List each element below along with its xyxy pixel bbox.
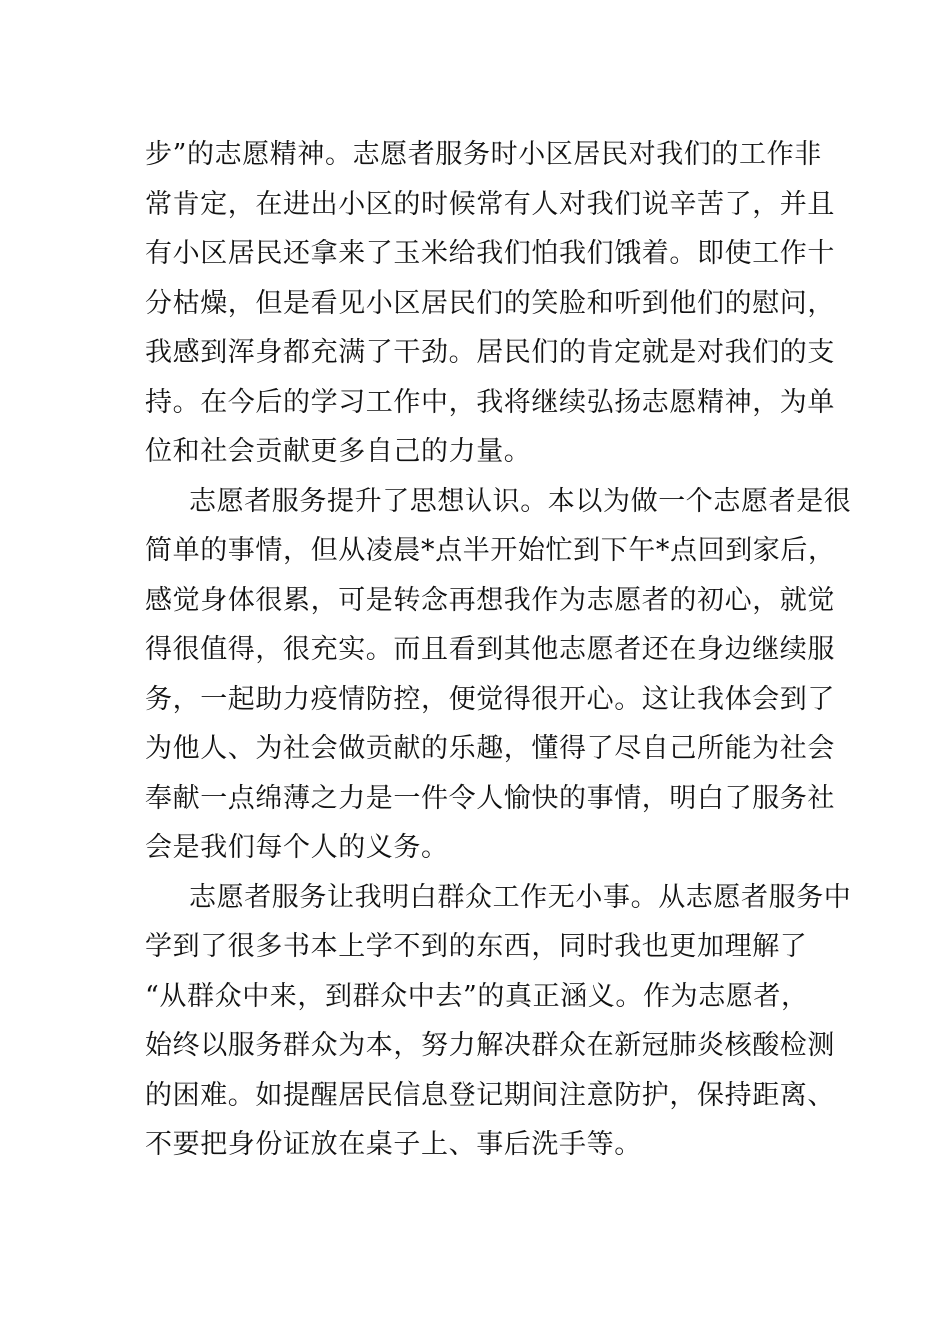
text-line: 我感到浑身都充满了干劲。居民们的肯定就是对我们的支 bbox=[145, 337, 835, 368]
paragraph-2 bbox=[145, 477, 852, 873]
text-line: 分枯燥，但是看见小区居民们的笑脸和听到他们的慰问， bbox=[145, 287, 835, 319]
text-line: 志愿者服务让我明白群众工作无小事。从志愿者服务中 bbox=[189, 881, 852, 913]
paragraph-1 bbox=[145, 130, 835, 477]
text-line: 务，一起助力疫情防控，便觉得很开心。这让我体会到了 bbox=[145, 683, 835, 715]
text-line: “从群众中来，到群众中去”的真正涵义。作为志愿者， bbox=[145, 980, 809, 1012]
text-line: 的困难。如提醒居民信息登记期间注意防护，保持距离、 bbox=[145, 1079, 835, 1111]
text-line: 位和社会贡献更多自己的力量。 bbox=[145, 436, 532, 467]
text-line: 奉献一点绵薄之力是一件令人愉快的事情，明白了服务社 bbox=[145, 782, 835, 814]
text-line: 志愿者服务提升了思想认识。本以为做一个志愿者是很 bbox=[189, 485, 852, 517]
text-line: 感觉身体很累，可是转念再想我作为志愿者的初心，就觉 bbox=[145, 584, 835, 616]
text-line: 常肯定，在进出小区的时候常有人对我们说辛苦了，并且 bbox=[145, 188, 835, 220]
text-line: 得很值得，很充实。而且看到其他志愿者还在身边继续服 bbox=[145, 634, 835, 665]
text-line: 会是我们每个人的义务。 bbox=[145, 832, 449, 863]
text-line: 有小区居民还拿来了玉米给我们怕我们饿着。即使工作十 bbox=[145, 238, 835, 269]
text-line: 学到了很多书本上学不到的东西，同时我也更加理解了 bbox=[145, 931, 808, 962]
document-body bbox=[145, 130, 852, 1170]
text-line: 持。在今后的学习工作中，我将继续弘扬志愿精神，为单 bbox=[145, 386, 835, 418]
text-line: 步”的志愿精神。志愿者服务时小区居民对我们的工作非 bbox=[145, 139, 822, 170]
paragraph-3 bbox=[145, 873, 852, 1170]
text-line: 简单的事情，但从凌晨*点半开始忙到下午*点回到家后， bbox=[145, 535, 836, 566]
text-line: 始终以服务群众为本，努力解决群众在新冠肺炎核酸检测 bbox=[145, 1030, 835, 1061]
text-line: 为他人、为社会做贡献的乐趣，懂得了尽自己所能为社会 bbox=[145, 733, 835, 764]
text-line: 不要把身份证放在桌子上、事后洗手等。 bbox=[145, 1129, 642, 1160]
